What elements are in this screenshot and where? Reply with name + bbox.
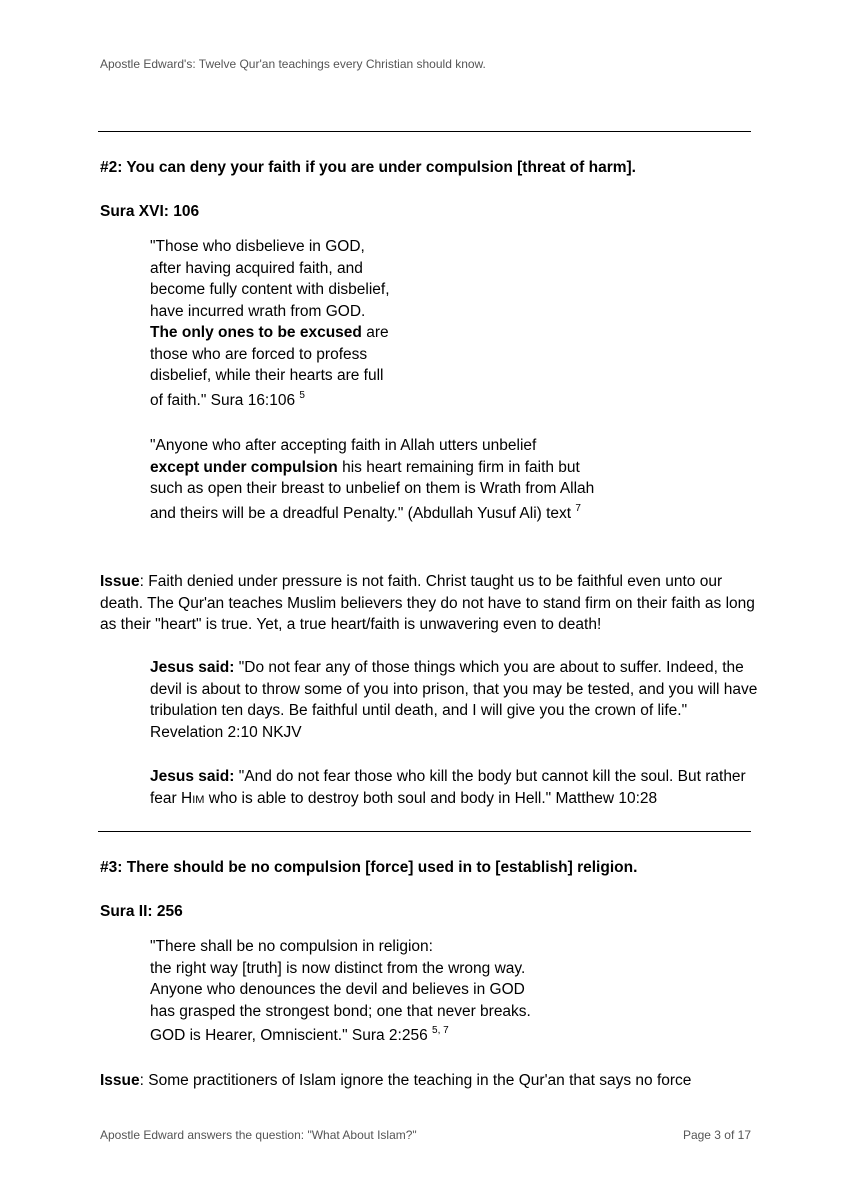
emphasis: The only ones to be excused [150, 324, 362, 341]
quote-line: and theirs will be a dreadful Penalty." (Abdullah Yusuf Ali) text $^7$ [150, 502, 581, 522]
quote-line: GOD is Hearer, Omniscient." Sura 2:256 $^{5, 7}$ [150, 1025, 449, 1044]
quote-line: of faith." Sura 16:106 $^5$ [150, 389, 305, 409]
page-number: Page 3 of 17 [682, 1128, 751, 1142]
speaker-label: Jesus said: [150, 768, 235, 785]
quote-line: except under compulsion his heart remaining firm in faith but [150, 458, 580, 476]
quote-line: disbelief, while their hearts are full [150, 367, 384, 384]
quote-line: Anyone who denounces the devil and believes in GOD [150, 981, 525, 998]
emphasis: except under compulsion [150, 458, 338, 476]
speaker-label: Jesus said: [150, 659, 235, 676]
issue-paragraph: Issue: Some practitioners of Islam ignore the teaching in the Qur'an that says no force [100, 1072, 692, 1089]
jesus-said-matthew: Jesus said: "And do not fear those who kill the body but cannot kill the soul. But rather fear HIM who is able to destroy both soul and body in Hell." Matthew 10:28 [150, 768, 746, 807]
section-heading: #2: You can deny your faith if you are under compulsion [threat of harm]. [100, 159, 636, 176]
quote-line: after having acquired faith, and [150, 259, 363, 277]
sura-reference: Sura II: 256 [100, 903, 183, 920]
quote-line: has grasped the strongest bond; one that never breaks. [150, 1002, 531, 1020]
running-header: Apostle Edward's: Twelve Qur'an teachings every Christian should know. [100, 57, 486, 71]
footnote-ref: 5 [299, 389, 305, 401]
section-heading: #3: There should be no compulsion [force] used in to [establish] religion. [100, 859, 638, 876]
quote-yusuf-ali [150, 435, 594, 524]
quote-line: "There shall be no compulsion in religion: [150, 938, 433, 955]
quote-line: "Anyone who after accepting faith in Allah utters unbelief [150, 437, 537, 454]
quote-line: have incurred wrath from GOD. [150, 302, 366, 320]
divider [98, 831, 751, 832]
quote-sura-16-106 [150, 236, 390, 411]
issue-paragraph: Issue: Faith denied under pressure is not faith. Christ taught us to be faithful even unto our death. The Qur'an teaches Muslim believers they do not have to stand firm on their faith as long as their "heart" is true. Yet, a true heart/faith is unwavering even to death! [100, 573, 755, 633]
quote-sura-2-256 [150, 936, 531, 1047]
jesus-said-revelation: Jesus said: "Do not fear any of those things which you are about to suffer. Indeed, the devil is about to throw some of you into prison, that you may be tested, and you will have tribulation ten days. Be faithful until death, and I will give you the crown of life." Revelation 2:10 NKJV [150, 659, 758, 741]
quote-line: the right way [truth] is now distinct from the wrong way. [150, 959, 526, 977]
quote-line: those who are forced to profess [150, 345, 368, 363]
footnote-ref: 7 [575, 502, 581, 514]
footer-title: Apostle Edward answers the question: "What About Islam?" [100, 1128, 417, 1142]
quote-line: become fully content with disbelief, [150, 281, 390, 298]
sura-reference: Sura XVI: 106 [100, 203, 200, 220]
issue-label: Issue [100, 573, 140, 590]
footnote-ref: 5, 7 [432, 1025, 449, 1036]
quote-line: "Those who disbelieve in GOD, [150, 238, 365, 255]
quote-line: The only ones to be excused are [150, 324, 389, 341]
divider [98, 131, 751, 132]
quote-line: such as open their breast to unbelief on them is Wrath from Allah [150, 480, 595, 497]
issue-label: Issue [100, 1072, 140, 1089]
